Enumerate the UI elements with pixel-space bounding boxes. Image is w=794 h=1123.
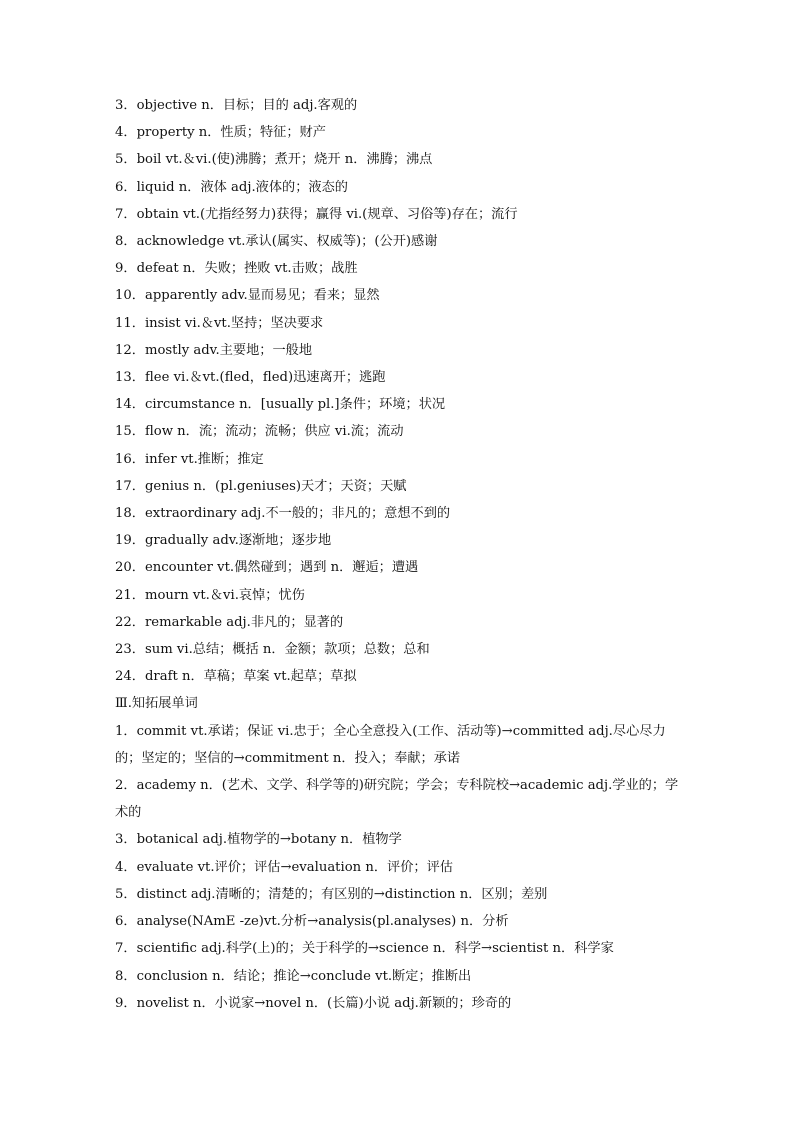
extended-vocab-item: 7．scientific adj.科学(上)的；关于科学的→science n．科学→scientist n．科学家 <box>115 941 614 957</box>
vocab-line: 17．genius n．(pl.geniuses)天才；天资；天赋 <box>115 478 407 494</box>
vocab-line: 10．apparently adv.显而易见；看来；显然 <box>115 288 380 304</box>
vocab-line: 3．objective n．目标；目的 adj.客观的 <box>115 98 358 113</box>
vocab-line: 24．draft n．草稿；草案 vt.起草；草拟 <box>115 669 357 685</box>
vocab-line: 18．extraordinary adj.不一般的；非凡的；意想不到的 <box>115 506 451 522</box>
extended-vocab-item: 4．evaluate vt.评价；评估→evaluation n．评价；评估 <box>115 859 453 875</box>
vocab-line: 8．acknowledge vt.承认(属实、权威等)；(公开)感谢 <box>115 234 438 250</box>
extended-vocab-item: 5．distinct adj.清晰的；清楚的；有区别的→distinction n．区别；差别 <box>115 886 548 902</box>
vocab-line: 16．infer vt.推断；推定 <box>115 451 264 467</box>
vocab-line: 7．obtain vt.(尤指经努力)获得；赢得 vi.(规章、习俗等)存在；流行 <box>115 206 518 222</box>
vocab-line: 15．flow n．流；流动；流畅；供应 vi.流；流动 <box>115 424 404 440</box>
vocab-line: 23．sum vi.总结；概括 n．金额；款项；总数；总和 <box>115 642 430 658</box>
document-page <box>115 92 690 1017</box>
extended-vocab-item: 2．academy n．(艺术、文学、科学等的)研究院；学会；专科院校→academic adj.学业的；学术的 <box>115 778 679 821</box>
vocab-line: 22．remarkable adj.非凡的；显著的 <box>115 614 344 630</box>
vocab-line: 21．mourn vt.＆vi.哀悼；忧伤 <box>115 587 305 603</box>
vocab-line: 4．property n．性质；特征；财产 <box>115 125 326 141</box>
vocab-line: 9．defeat n．失败；挫败 vt.击败；战胜 <box>115 261 358 277</box>
section-title: Ⅲ.知拓展单词 <box>115 696 198 712</box>
vocab-line: 20．encounter vt.偶然碰到；遇到 n．邂逅；遭遇 <box>115 560 419 576</box>
extended-vocab-item: 9．novelist n．小说家→novel n．(长篇)小说 adj.新颖的；珍奇的 <box>115 995 512 1011</box>
vocab-line: 19．gradually adv.逐渐地；逐步地 <box>115 533 332 549</box>
extended-vocab-item: 6．analyse(NAmE -ze)vt.分析→analysis(pl.analyses) n．分析 <box>115 914 509 930</box>
vocab-line: 12．mostly adv.主要地；一般地 <box>115 342 313 358</box>
vocab-line: 11．insist vi.＆vt.坚持；坚决要求 <box>115 315 324 331</box>
vocab-line: 5．boil vt.＆vi.(使)沸腾；煮开；烧开 n．沸腾；沸点 <box>115 152 433 168</box>
extended-vocab-item: 8．conclusion n．结论；推论→conclude vt.断定；推断出 <box>115 968 472 984</box>
vocab-line: 6．liquid n．液体 adj.液体的；液态的 <box>115 179 348 195</box>
extended-vocab-item: 3．botanical adj.植物学的→botany n．植物学 <box>115 832 402 848</box>
vocab-line: 13．flee vi.＆vt.(fled，fled)迅速离开；逃跑 <box>115 370 386 386</box>
extended-vocab-item: 1．commit vt.承诺；保证 vi.忠于；全心全意投入(工作、活动等)→committed adj.尽心尽力的；坚定的；坚信的→commitment n．投入；奉献；承诺 <box>115 723 666 766</box>
vocab-line: 14．circumstance n．[usually pl.]条件；环境；状况 <box>115 397 446 413</box>
